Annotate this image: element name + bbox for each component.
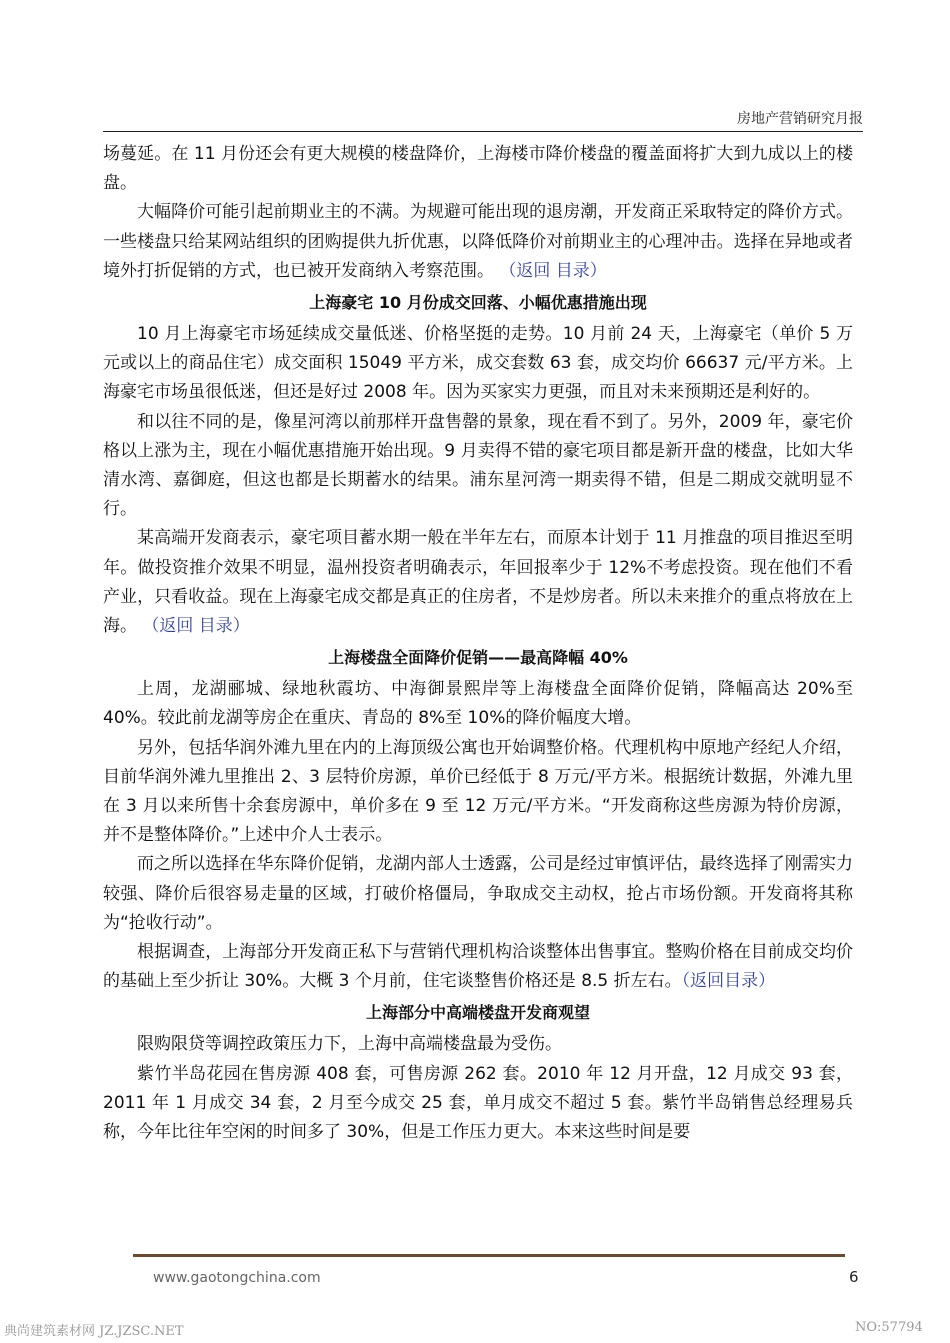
paragraph: 而之所以选择在华东降价促销，龙湖内部人士透露，公司是经过审慎评估，最终选择了刚需实力较强、降价后很容易走量的区域，打破价格僵局，争取成交主动权，抢占市场份额。开发商将其称为“抢收行动”。: [103, 854, 853, 933]
paragraph: 10 月上海豪宅市场延续成交量低迷、价格坚挺的走势。10 月前 24 天，上海豪宅（单价 5 万元或以上的商品住宅）成交面积 15049 平方米，成交套数 63 套，成交均价 66637 元/平方米。上海豪宅市场虽很低迷，但还是好过 2008 年。因为买家实力更强，而且对未来预期还是利好的。: [103, 324, 853, 403]
watermark-number: NO:57794: [855, 1320, 923, 1335]
page-number: 6: [849, 1268, 859, 1286]
paragraph: 和以往不同的是，像星河湾以前那样开盘售罄的景象，现在看不到了。另外，2009 年，豪宅价格以上涨为主，现在小幅优惠措施开始出现。9 月卖得不错的豪宅项目都是新开盘的楼盘，比如大华清水湾、嘉御庭，但这也都是长期蓄水的结果。浦东星河湾一期卖得不错，但是二期成交就明显不行。: [103, 411, 853, 520]
header-divider: [103, 131, 863, 132]
document-body: [103, 140, 853, 1147]
section-heading: 上海部分中高端楼盘开发商观望: [365, 1003, 590, 1023]
paragraph: 限购限贷等调控政策压力下，上海中高端楼盘最为受伤。: [137, 1034, 562, 1055]
paragraph: 根据调查，上海部分开发商正私下与营销代理机构洽谈整体出售事宜。整购价格在目前成交均价的基础上至少折让 30%。大概 3 个月前，住宅谈整售价格还是 8.5 折左右。（返回目录）: [103, 942, 853, 992]
paragraph: 另外，包括华润外滩九里在内的上海顶级公寓也开始调整价格。代理机构中原地产经纪人介绍，目前华润外滩九里推出 2、3 层特价房源，单价已经低于 8 万元/平方米。根据统计数据，外滩九里在 3 月以来所售十余套房源中，单价多在 9 至 12 万元/平方米。“开发商称这些房源为特价房源，并不是整体降价。”上述中介人士表示。: [103, 737, 853, 846]
paragraph: 某高端开发商表示，豪宅项目蓄水期一般在半年左右，而原本计划于 11 月推盘的项目推迟至明年。做投资推介效果不明显，温州投资者明确表示，年回报率少于 12%不考虑投资。现在他们不看产业，只看收益。现在上海豪宅成交都是真正的住房者，不是炒房者。所以未来推介的重点将放在上海。 （返回 目录）: [103, 528, 853, 637]
footer-url-link[interactable]: www.gaotongchina.com: [153, 1270, 321, 1286]
section-heading: 上海楼盘全面降价促销——最高降幅 40%: [328, 648, 628, 668]
footer-divider: [133, 1254, 845, 1257]
back-to-toc-link[interactable]: （返回 目录）: [499, 260, 607, 281]
back-to-toc-link[interactable]: （返回 目录）: [142, 616, 250, 637]
paragraph: 紫竹半岛花园在售房源 408 套，可售房源 262 套。2010 年 12 月开盘，12 月成交 93 套，2011 年 1 月成交 34 套，2 月至今成交 25 套，单月成交不超过 5 套。紫竹半岛销售总经理易兵称，今年比往年空闲的时间多了 30%，但是工作压力更大。本来这些时间是要: [103, 1063, 853, 1143]
paragraph: 场蔓延。在 11 月份还会有更大规模的楼盘降价，上海楼市降价楼盘的覆盖面将扩大到九成以上的楼盘。: [103, 144, 854, 194]
watermark-site: 典尚建筑素材网 JZ.JZSC.NET: [4, 1324, 184, 1339]
running-header: 房地产营销研究月报: [737, 111, 863, 127]
paragraph: 上周，龙湖郦城、绿地秋霞坊、中海御景熙岸等上海楼盘全面降价促销，降幅高达 20%至 40%。较此前龙湖等房企在重庆、青岛的 8%至 10%的降价幅度大增。: [103, 679, 853, 729]
section-heading: 上海豪宅 10 月份成交回落、小幅优惠措施出现: [309, 293, 647, 313]
paragraph: 大幅降价可能引起前期业主的不满。为规避可能出现的退房潮，开发商正采取特定的降价方式。一些楼盘只给某网站组织的团购提供九折优惠，以降低降价对前期业主的心理冲击。选择在异地或者境外打折促销的方式，也已被开发商纳入考察范围。 （返回 目录）: [103, 202, 853, 281]
back-to-toc-link[interactable]: （返回目录）: [681, 971, 776, 992]
